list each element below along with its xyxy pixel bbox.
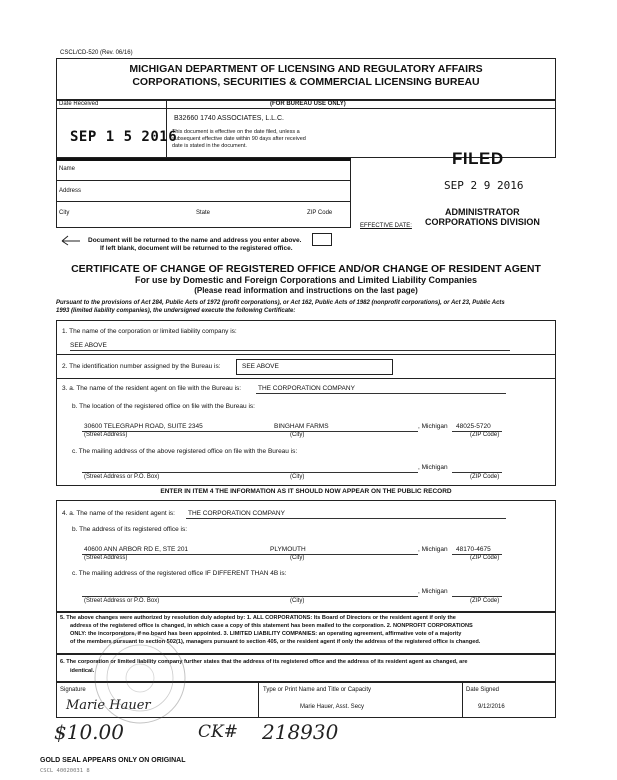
return-arrow-icon: [60, 234, 82, 246]
return-address-box: [56, 158, 351, 228]
item1-label: 1. The name of the corporation or limited liability company is:: [62, 328, 237, 335]
item4c-zip-caption: (ZIP Code): [470, 598, 500, 604]
item4b-city-caption: (City): [290, 555, 305, 561]
item3c-label: c. The mailing address of the above registered office on file with the Bureau is:: [72, 448, 298, 455]
date-received-label: Date Received: [59, 101, 99, 107]
item1-value[interactable]: SEE ABOVE: [70, 342, 107, 349]
item5-line3: ONLY: the incorporators, if no board has been appointed. 3. LIMITED LIABILITY COMPANIES: an operating agreement, affirmative vote of a majority: [70, 631, 462, 637]
item3b-zip[interactable]: 48025-5720: [456, 423, 491, 430]
effective-date-label: EFFECTIVE DATE:: [360, 223, 412, 229]
date-received-stamp: SEP 1 5 2016: [70, 129, 178, 145]
filed-label: FILED: [452, 149, 504, 168]
handwritten-signature: Marie Hauer: [66, 698, 151, 713]
bureau-use-label: (FOR BUREAU USE ONLY): [270, 101, 346, 107]
item4b-street[interactable]: 40600 ANN ARBOR RD E, STE 201: [84, 546, 189, 553]
item5-line4: of the members pursuant to section 502(1), managers pursuant to section 405, or the resident agent if only the address of the registered office is changed.: [70, 639, 481, 645]
certificate-sub-2: (Please read information and instructions on the last page): [194, 286, 418, 295]
item3b-city-caption: (City): [290, 432, 305, 438]
item3a-label: 3. a. The name of the resident agent on file with the Bureau is:: [62, 385, 242, 392]
bottom-code: CSCL 40020031 8: [40, 768, 90, 774]
item3c-state: , Michigan: [418, 464, 448, 471]
administrator-2: CORPORATIONS DIVISION: [425, 217, 540, 227]
entity-line: B32660 1740 ASSOCIATES, L.L.C.: [174, 115, 284, 122]
item3b-street-caption: (Street Address): [84, 432, 128, 438]
item4a-value[interactable]: THE CORPORATION COMPANY: [188, 510, 285, 517]
handwritten-fee: $10.00: [54, 720, 124, 744]
item3c-zip-caption: (ZIP Code): [470, 474, 500, 480]
item4b-label: b. The address of its registered office is:: [72, 526, 188, 533]
certificate-title: CERTIFICATE OF CHANGE OF REGISTERED OFFICE AND/OR CHANGE OF RESIDENT AGENT: [71, 263, 541, 275]
administrator-1: ADMINISTRATOR: [445, 207, 520, 217]
city-label: City: [59, 210, 70, 216]
type-name-label: Type or Print Name and Title or Capacity: [263, 687, 372, 693]
form-id: CSCL/CD-520 (Rev. 06/16): [60, 50, 133, 56]
gold-seal-note: GOLD SEAL APPEARS ONLY ON ORIGINAL: [40, 757, 186, 764]
item4c-city-caption: (City): [290, 598, 305, 604]
item3b-label: b. The location of the registered office on file with the Bureau is:: [72, 403, 255, 410]
item3b-state: , Michigan: [418, 423, 448, 430]
state-label: State: [196, 210, 211, 216]
item4b-state: , Michigan: [418, 546, 448, 553]
return-note-2: If left blank, document will be returned to the registered office.: [100, 245, 293, 252]
item5-line1: 5. The above changes were authorized by resolution duly adopted by: 1. ALL CORPORATIONS: Its Board of Directors or the resident agent if only the: [60, 615, 456, 621]
corporate-seal-icon: [92, 630, 188, 726]
name-label: Name: [59, 166, 76, 172]
item3b-street[interactable]: 30600 TELEGRAPH ROAD, SUITE 2345: [84, 423, 203, 430]
header-title-1: MICHIGAN DEPARTMENT OF LICENSING AND REGULATORY AFFAIRS: [129, 63, 483, 75]
return-checkbox[interactable]: [312, 233, 332, 246]
enter-note: ENTER IN ITEM 4 THE INFORMATION AS IT SHOULD NOW APPEAR ON THE PUBLIC RECORD: [160, 488, 452, 495]
effective-note-1: This document is effective on the date filed, unless a: [172, 129, 300, 135]
item4b-zip[interactable]: 48170-4675: [456, 546, 491, 553]
item3c-city-caption: (City): [290, 474, 305, 480]
effective-note-3: date is stated in the document.: [172, 143, 247, 149]
header-title-2: CORPORATIONS, SECURITIES & COMMERCIAL LICENSING BUREAU: [132, 76, 480, 88]
item6-line1: 6. The corporation or limited liability company further states that the address of its registered office and the address of its resident agent as changed, are: [60, 659, 468, 665]
handwritten-check: CK#: [198, 722, 238, 742]
item4c-state: , Michigan: [418, 588, 448, 595]
item3a-value[interactable]: THE CORPORATION COMPANY: [258, 385, 355, 392]
item6-line2: identical.: [70, 668, 95, 674]
certificate-sub-1: For use by Domestic and Foreign Corporations and Limited Liability Companies: [134, 275, 478, 285]
item4b-city[interactable]: PLYMOUTH: [270, 546, 306, 553]
address-label: Address: [59, 188, 82, 194]
handwritten-check-number: 218930: [262, 720, 339, 744]
item2-label: 2. The identification number assigned by the Bureau is:: [62, 363, 221, 370]
item4b-zip-caption: (ZIP Code): [470, 555, 500, 561]
item4c-street-caption: (Street Address or P.O. Box): [84, 598, 160, 604]
item4a-label: 4. a. The name of the resident agent is:: [62, 510, 175, 517]
item3b-zip-caption: (ZIP Code): [470, 432, 500, 438]
signer-name-title[interactable]: Marie Hauer, Asst. Secy: [300, 704, 365, 710]
item4c-label: c. The mailing address of the registered office IF DIFFERENT THAN 4B is:: [72, 570, 287, 577]
filed-date: SEP 2 9 2016: [444, 179, 524, 192]
item5-line2: address of the registered office is changed, in which case a copy of this statement has been mailed to the corporation. 2. NONPROFIT CORPORATIONS: [70, 623, 473, 629]
pursuant-1: Pursuant to the provisions of Act 284, Public Acts of 1972 (profit corporations), or Act 162, Public Acts of 1982 (nonprofit corporations), or Act 23, Public Acts: [56, 300, 505, 306]
date-signed-label: Date Signed: [466, 687, 500, 693]
pursuant-2: 1993 (limited liability companies), the undersigned execute the following Certificate:: [56, 308, 296, 314]
item3b-city[interactable]: BINGHAM FARMS: [274, 423, 329, 430]
item3c-street-caption: (Street Address or P.O. Box): [84, 474, 160, 480]
item4b-street-caption: (Street Address): [84, 555, 128, 561]
signature-label: Signature: [60, 687, 86, 693]
item2-value: SEE ABOVE: [242, 363, 279, 370]
date-signed-value[interactable]: 9/12/2016: [478, 704, 505, 710]
return-note-1: Document will be returned to the name and address you enter above.: [88, 237, 302, 244]
zip-label: ZIP Code: [307, 210, 333, 216]
effective-note-2: subsequent effective date within 90 days after received: [172, 136, 306, 142]
